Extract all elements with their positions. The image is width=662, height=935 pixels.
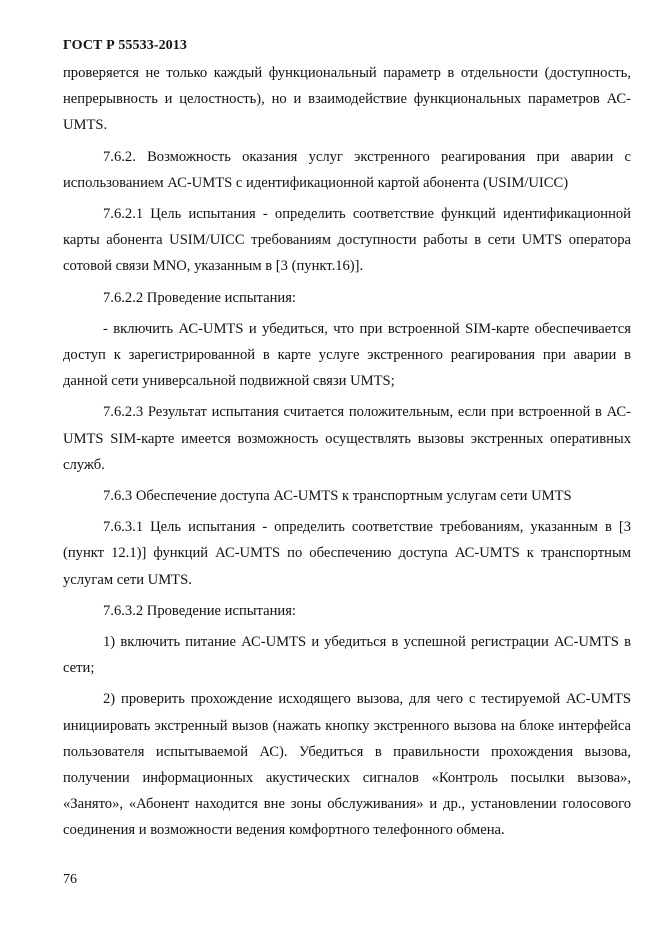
page-number: 76 [63,872,77,887]
paragraph-section-7-6-2-1: 7.6.2.1 Цель испытания - определить соответствие функций идентификационной карты абонента USIM/UICC требованиям доступности работы в сети UMTS оператора сотовой связи MNO, указанным в [3 (пункт.16)]. [63,206,631,275]
document-body [63,60,631,849]
paragraph-section-7-6-3: 7.6.3 Обеспечение доступа АС-UMTS к транспортным услугам сети UMTS [103,488,572,505]
paragraph-section-7-6-3-1: 7.6.3.1 Цель испытания - определить соответствие требованиям, указанным в [3 (пункт 12.1)] функций АС-UMTS по обеспечению доступа АС-UMTS к транспортным услугам сети UMTS. [63,519,631,588]
paragraph-section-7-6-2-3: 7.6.2.3 Результат испытания считается положительным, если при встроенной в АС-UMTS SIM-карте имеется возможность осуществлять вызовы экстренных оперативных служб. [63,404,631,473]
paragraph-section-7-6-3-2: 7.6.3.2 Проведение испытания: [103,602,296,619]
paragraph-step-2: 2) проверить прохождение исходящего вызова, для чего с тестируемой АС-UMTS инициировать экстренный вызов (нажать кнопку экстренного вызова на блоке интерфейса пользователя испытываемой АС). Убедиться в правильности прохождения вызова, получении информационных акустических сигналов «Контроль посылки вызова», «Занято», «Абонент находится вне зоны обслуживания» и др., установлении голосового соединения и возможности ведения комфортного телефонного обмена. [63,691,631,839]
paragraph-section-7-6-2: 7.6.2. Возможность оказания услуг экстренного реагирования при аварии с использованием АС-UMTS с идентификационной картой абонента (USIM/UICC) [63,148,631,191]
paragraph-continuation: проверяется не только каждый функциональный параметр в отдельности (доступность, непрерывность и целостность), но и взаимодействие функциональных параметров АС-UMTS. [63,65,631,134]
paragraph-step-1: 1) включить питание АС-UMTS и убедиться в успешной регистрации АС-UMTS в сети; [63,634,631,677]
paragraph-section-7-6-2-2: 7.6.2.2 Проведение испытания: [103,289,296,306]
document-header: ГОСТ Р 55533-2013 [63,38,187,53]
paragraph-step-enable: - включить АС-UMTS и убедиться, что при встроенной SIM-карте обеспечивается доступ к зарегистрированной в карте услуге экстренного реагирования при аварии в данной сети универсальной подвижной связи UMTS; [63,320,631,390]
